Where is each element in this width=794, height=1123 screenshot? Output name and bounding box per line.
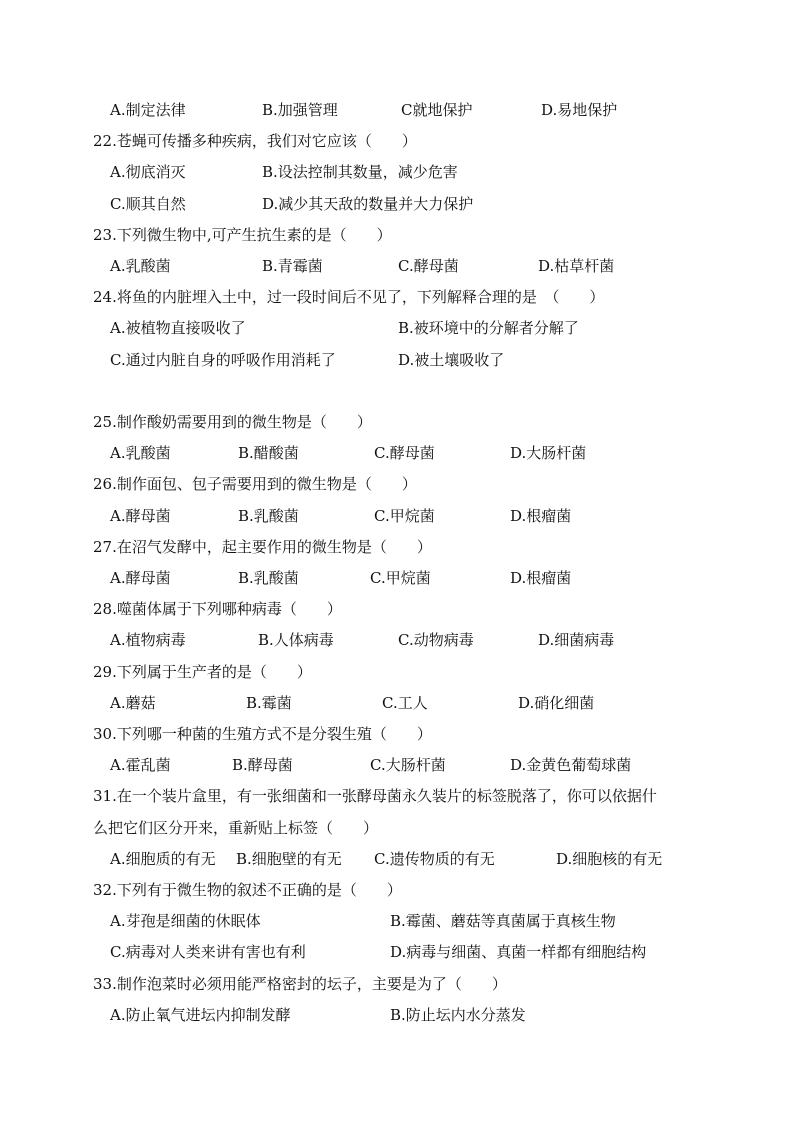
option-c: C.酵母菌 bbox=[374, 444, 435, 462]
option-d: D.大肠杆菌 bbox=[510, 444, 587, 462]
option-b: B.加强管理 bbox=[262, 101, 338, 119]
option-d: D.根瘤菌 bbox=[510, 507, 572, 525]
question-32-stem: 32.下列有于微生物的叙述不正确的是（ ） bbox=[93, 881, 402, 899]
question-22-stem: 22.苍蝇可传播多种疾病，我们对它应该（ ） bbox=[93, 132, 417, 150]
question-26-stem: 26.制作面包、包子需要用到的微生物是（ ） bbox=[93, 475, 417, 493]
option-b: B.乳酸菌 bbox=[238, 569, 299, 587]
option-c: C.酵母菌 bbox=[398, 257, 459, 275]
option-b: B.防止坛内水分蒸发 bbox=[390, 1006, 526, 1024]
option-a: A.乳酸菌 bbox=[110, 257, 171, 275]
option-c: C.大肠杆菌 bbox=[370, 756, 446, 774]
option-b: B.人体病毒 bbox=[258, 631, 334, 649]
option-b: B.被环境中的分解者分解了 bbox=[398, 319, 579, 337]
option-d: D.细菌病毒 bbox=[538, 631, 615, 649]
option-a: A.乳酸菌 bbox=[110, 444, 171, 462]
question-28-stem: 28.噬菌体属于下列哪种病毒（ ） bbox=[93, 600, 342, 618]
option-d: D.病毒与细菌、真菌一样都有细胞结构 bbox=[390, 943, 647, 961]
option-c: C.动物病毒 bbox=[398, 631, 474, 649]
option-a: A.蘑菇 bbox=[110, 694, 156, 712]
option-c: C就地保护 bbox=[401, 101, 473, 119]
option-a: A.酵母菌 bbox=[110, 507, 171, 525]
option-a: A.防止氧气进坛内抑制发酵 bbox=[110, 1006, 291, 1024]
option-d: D.减少其天敌的数量并大力保护 bbox=[262, 195, 474, 213]
option-d: D.被土壤吸收了 bbox=[398, 351, 505, 369]
option-d: D.根瘤菌 bbox=[510, 569, 572, 587]
option-a: A.被植物直接吸收了 bbox=[110, 319, 246, 337]
option-a: A.霍乱菌 bbox=[110, 756, 171, 774]
option-b: B.霉菌、蘑菇等真菌属于真核生物 bbox=[390, 912, 616, 930]
option-a: A.酵母菌 bbox=[110, 569, 171, 587]
option-b: B.醋酸菌 bbox=[238, 444, 299, 462]
option-a: A.植物病毒 bbox=[110, 631, 186, 649]
option-a: A.芽孢是细菌的休眠体 bbox=[110, 912, 261, 930]
question-33-stem: 33.制作泡菜时必须用能严格密封的坛子，主要是为了（ ） bbox=[93, 975, 507, 993]
option-c: C.通过内脏自身的呼吸作用消耗了 bbox=[110, 351, 336, 369]
option-d: D.枯草杆菌 bbox=[538, 257, 615, 275]
option-b: B.乳酸菌 bbox=[238, 507, 299, 525]
question-23-stem: 23.下列微生物中,可产生抗生素的是（ ） bbox=[93, 226, 392, 244]
option-c: C.甲烷菌 bbox=[370, 569, 431, 587]
option-c: C.病毒对人类来讲有害也有利 bbox=[110, 943, 306, 961]
option-d: D.金黄色葡萄球菌 bbox=[510, 756, 632, 774]
question-25-stem: 25.制作酸奶需要用到的微生物是（ ） bbox=[93, 413, 372, 431]
option-c: C.遗传物质的有无 bbox=[374, 850, 495, 868]
option-c: C.顺其自然 bbox=[110, 195, 186, 213]
question-31-stem: 31.在一个装片盒里，有一张细菌和一张酵母菌永久装片的标签脱落了，你可以依据什 bbox=[93, 787, 657, 805]
option-b: B.青霉菌 bbox=[262, 257, 323, 275]
question-27-stem: 27.在沼气发酵中，起主要作用的微生物是（ ） bbox=[93, 538, 432, 556]
question-29-stem: 29.下列属于生产者的是（ ） bbox=[93, 663, 312, 681]
option-d: D.细胞核的有无 bbox=[556, 850, 663, 868]
option-d: D.易地保护 bbox=[541, 101, 618, 119]
question-30-stem: 30.下列哪一种菌的生殖方式不是分裂生殖（ ） bbox=[93, 725, 432, 743]
option-a: A.细胞质的有无 bbox=[110, 850, 216, 868]
option-b: B.设法控制其数量，减少危害 bbox=[262, 163, 458, 181]
option-b: B.细胞壁的有无 bbox=[236, 850, 342, 868]
question-24-stem: 24.将鱼的内脏埋入土中，过一段时间后不见了，下列解释合理的是 （ ） bbox=[93, 288, 605, 306]
option-c: C.工人 bbox=[382, 694, 428, 712]
question-31-stem-continued: 么把它们区分开来，重新贴上标签（ ） bbox=[93, 819, 379, 837]
option-c: C.甲烷菌 bbox=[374, 507, 435, 525]
option-a: A.彻底消灭 bbox=[110, 163, 186, 181]
option-a: A.制定法律 bbox=[110, 101, 186, 119]
option-d: D.硝化细菌 bbox=[518, 694, 595, 712]
option-b: B.酵母菌 bbox=[232, 756, 293, 774]
option-b: B.霉菌 bbox=[246, 694, 292, 712]
